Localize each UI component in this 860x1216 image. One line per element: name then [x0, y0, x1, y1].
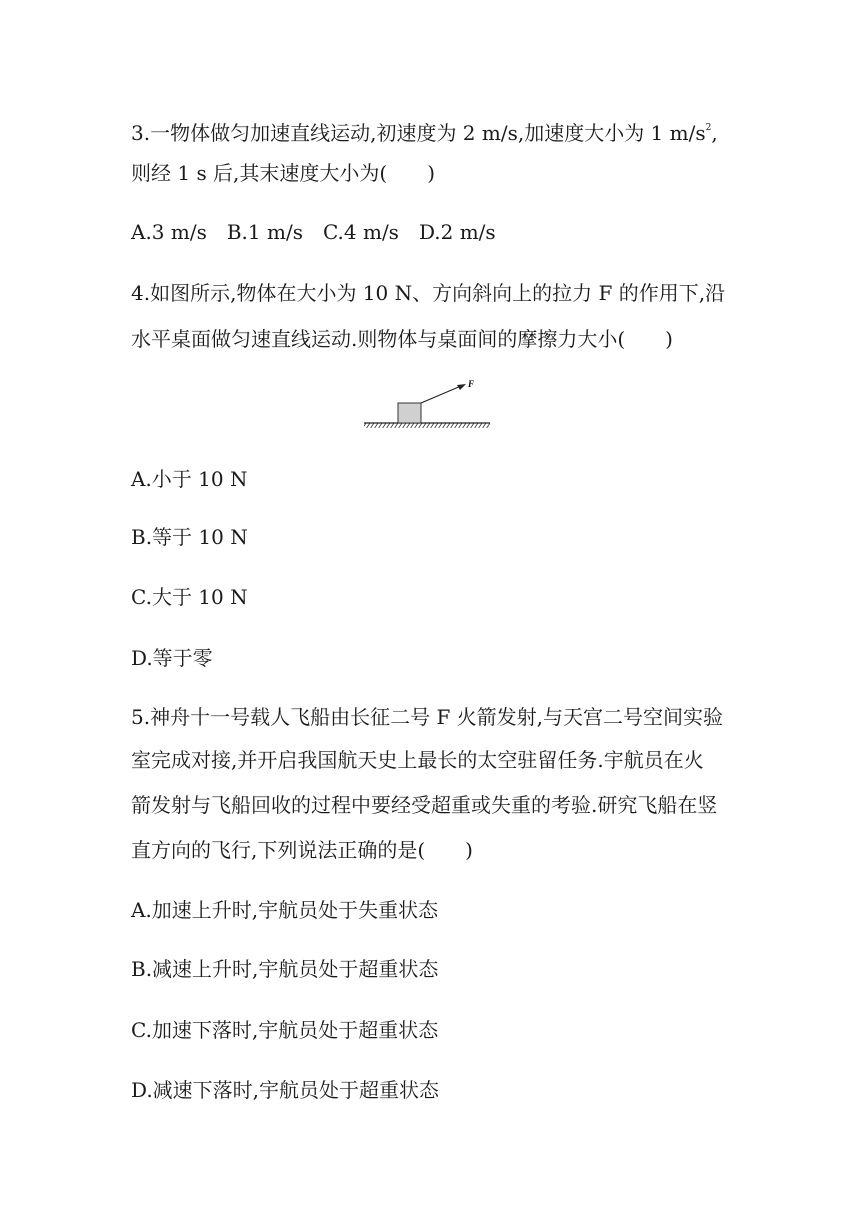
q3-options: A.3 m/s B.1 m/s C.4 m/s D.2 m/s — [131, 220, 496, 244]
q4-stem-line-1: 4.如图所示,物体在大小为 10 N、方向斜向上的拉力 F 的作用下,沿 — [131, 281, 726, 305]
q3-stem-line-1 — [131, 114, 718, 147]
q3-exponent: 2 — [705, 123, 712, 133]
q4-option-a: A.小于 10 N — [131, 467, 248, 491]
q3-stem-text: 3.一物体做匀加速直线运动,初速度为 2 m/s,加速度大小为 1 m/s — [131, 121, 706, 145]
q5-option-b: B.减速上升时,宇航员处于超重状态 — [131, 957, 439, 981]
force-label: F — [468, 379, 475, 389]
q5-stem-line-2: 室完成对接,并开启我国航天史上最长的太空驻留任务.宇航员在火 — [131, 748, 704, 772]
q5-option-a: A.加速上升时,宇航员处于失重状态 — [131, 898, 439, 922]
q5-stem-line-3: 箭发射与飞船回收的过程中要经受超重或失重的考验.研究飞船在竖 — [131, 793, 718, 817]
q5-stem-line-1: 5.神舟十一号载人飞船由长征二号 F 火箭发射,与天宫二号空间实验 — [131, 705, 724, 729]
force-diagram — [362, 375, 492, 433]
table-surface-hatch — [364, 423, 490, 428]
q4-stem-line-2: 水平桌面做匀速直线运动.则物体与桌面间的摩擦力大小( ) — [131, 327, 673, 351]
q4-option-d: D.等于零 — [131, 646, 213, 670]
q5-option-c: C.加速下落时,宇航员处于超重状态 — [131, 1018, 439, 1042]
q4-option-b: B.等于 10 N — [131, 525, 248, 549]
q5-option-d: D.减速下落时,宇航员处于超重状态 — [131, 1078, 440, 1102]
q3-stem-comma: , — [711, 121, 718, 145]
q3-stem-line-2: 则经 1 s 后,其末速度大小为( ) — [131, 161, 436, 185]
q5-stem-line-4: 直方向的飞行,下列说法正确的是( ) — [131, 838, 473, 862]
force-arrow-shaft — [421, 386, 461, 403]
q4-option-c: C.大于 10 N — [131, 585, 248, 609]
block — [398, 403, 421, 423]
force-arrow-head-icon — [457, 384, 466, 390]
